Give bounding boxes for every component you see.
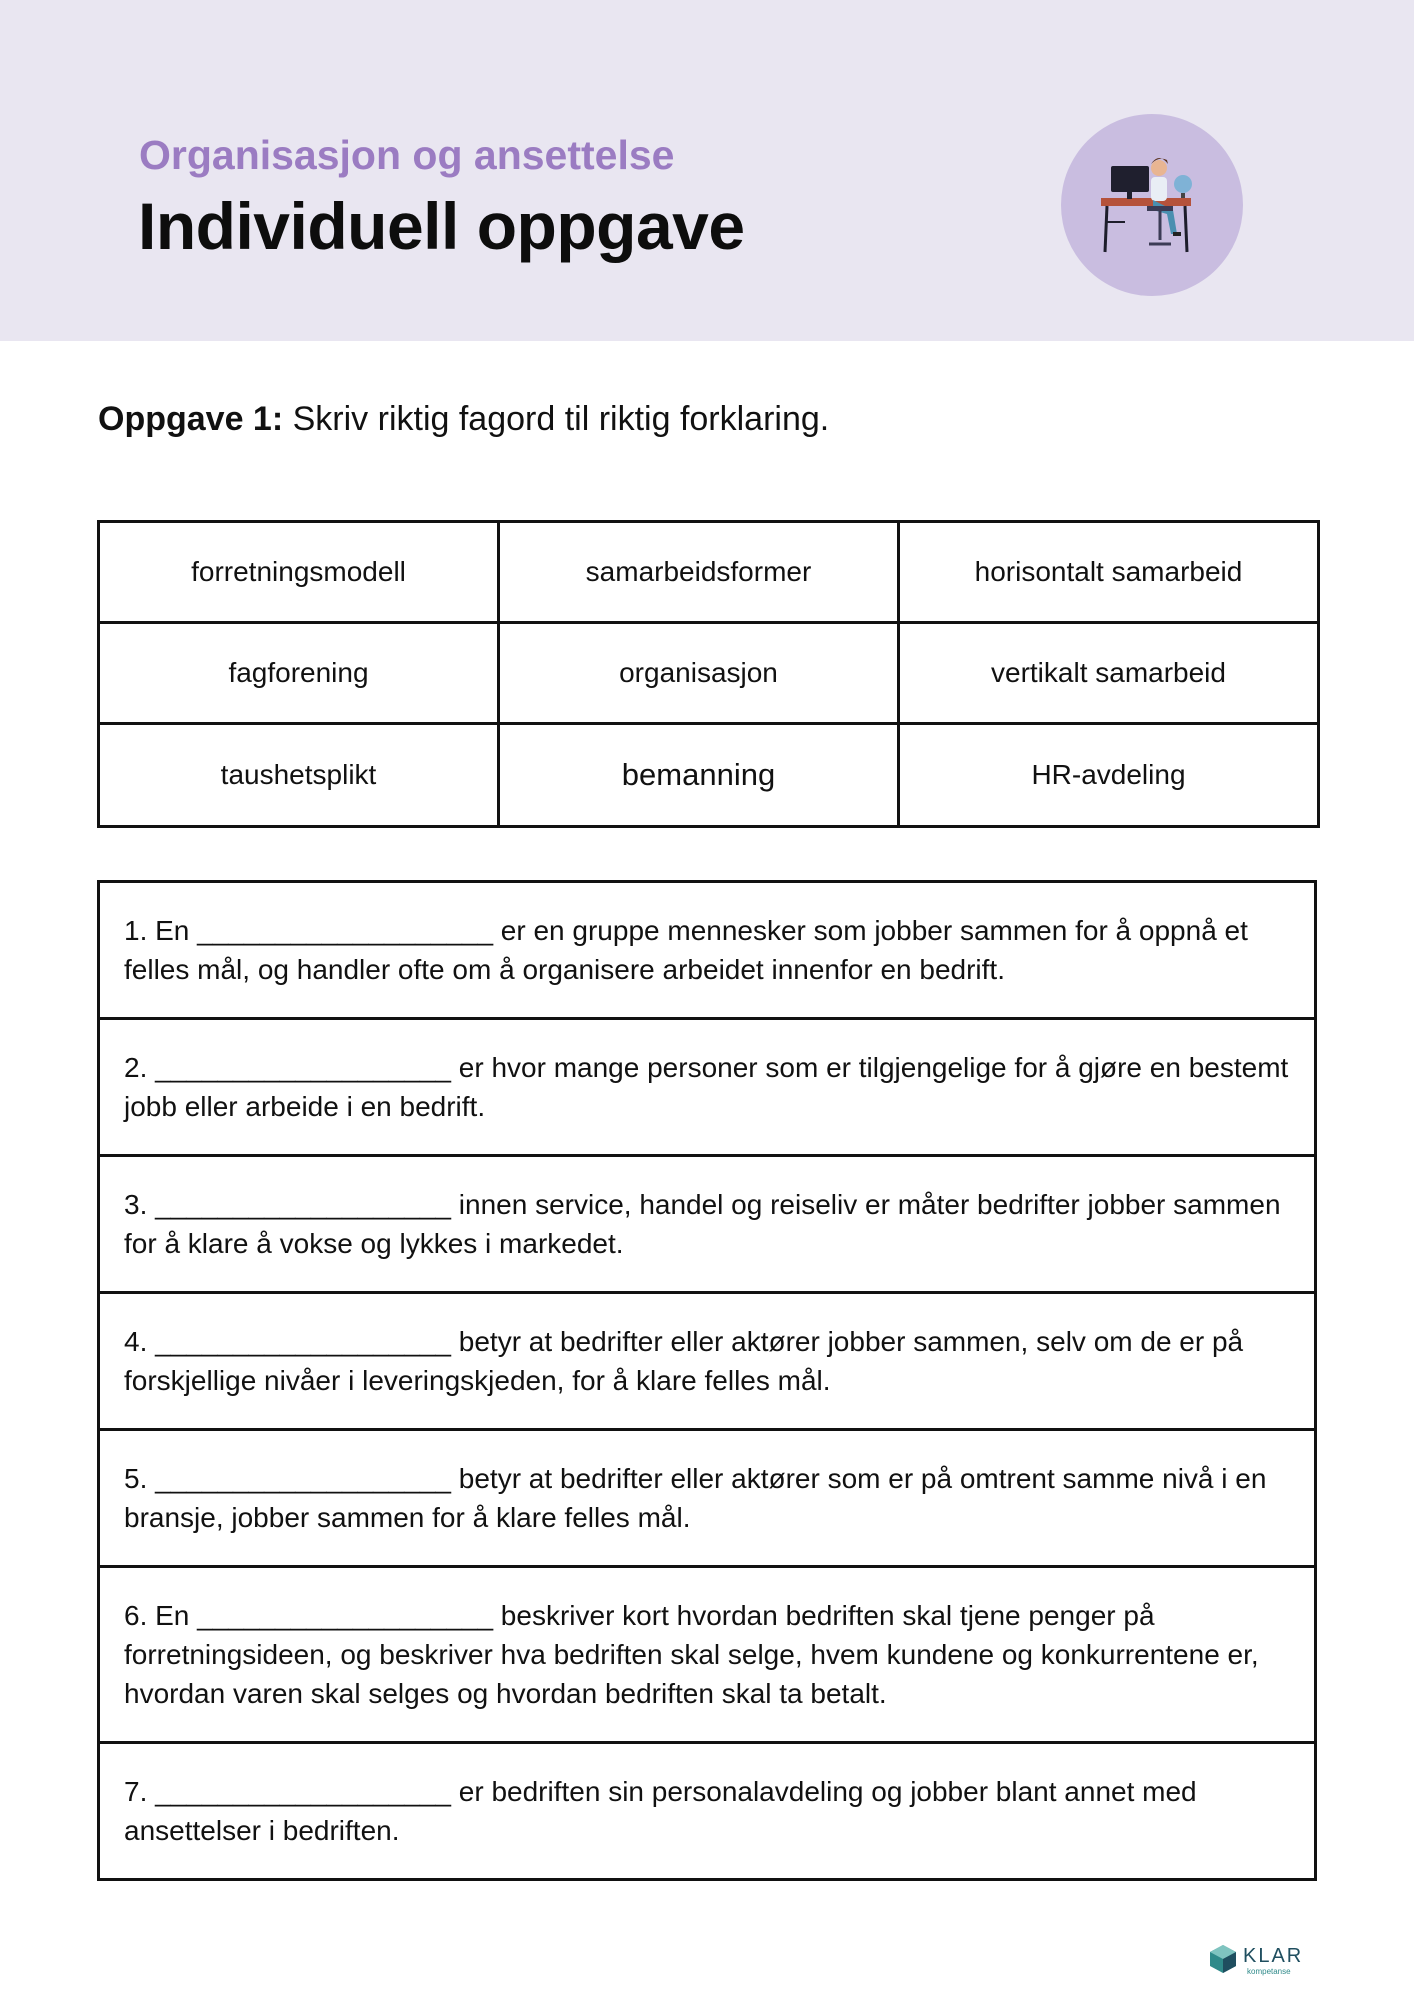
- hexagon-cube-icon: [1209, 1944, 1237, 1974]
- page-title: Individuell oppgave: [138, 189, 745, 263]
- question-3[interactable]: 3. ___________________ innen service, handel og reiseliv er måter bedrifter jobber sammen for å klare å vokse og lykkes i markedet.: [99, 1156, 1316, 1293]
- word-bank-cell: fagforening: [99, 623, 499, 724]
- word-bank-cell: bemanning: [499, 724, 899, 827]
- question-1[interactable]: 1. En ___________________ er en gruppe mennesker som jobber sammen for å oppnå et felles mål, og handler ofte om å organisere arbeidet innenfor en bedrift.: [99, 882, 1316, 1019]
- header-banner: [0, 0, 1414, 341]
- word-bank-row: [99, 623, 1319, 724]
- task-instruction: [98, 400, 829, 439]
- question-7[interactable]: 7. ___________________ er bedriften sin personalavdeling og jobber blant annet med ansettelser i bedriften.: [99, 1743, 1316, 1880]
- questions-table: [97, 880, 1317, 1881]
- logo-subtext: kompetanse: [1247, 1967, 1291, 1976]
- question-row: [99, 1430, 1316, 1567]
- word-bank-table: [97, 520, 1320, 828]
- word-bank-cell: samarbeidsformer: [499, 522, 899, 623]
- question-row: [99, 1156, 1316, 1293]
- word-bank-cell: HR-avdeling: [899, 724, 1319, 827]
- question-2[interactable]: 2. ___________________ er hvor mange personer som er tilgjengelige for å gjøre en bestemt jobb eller arbeide i en bedrift.: [99, 1019, 1316, 1156]
- word-bank-cell: horisontalt samarbeid: [899, 522, 1319, 623]
- word-bank-cell: organisasjon: [499, 623, 899, 724]
- word-bank-cell: forretningsmodell: [99, 522, 499, 623]
- task-text: Skriv riktig fagord til riktig forklaring.: [292, 400, 830, 438]
- page-subtitle: Organisasjon og ansettelse: [139, 132, 675, 178]
- task-label: Oppgave 1:: [98, 400, 284, 438]
- question-row: [99, 882, 1316, 1019]
- logo-word: KLAR: [1243, 1945, 1304, 1967]
- question-row: [99, 1567, 1316, 1743]
- question-6[interactable]: 6. En ___________________ beskriver kort hvordan bedriften skal tjene penger på forretningsideen, og beskriver hva bedriften skal selge, hvem kundene og konkurrentene er, hvordan varen skal selges og hvordan bedriften skal ta betalt.: [99, 1567, 1316, 1743]
- question-5[interactable]: 5. ___________________ betyr at bedrifter eller aktører som er på omtrent samme nivå i en bransje, jobber sammen for å klare felles mål.: [99, 1430, 1316, 1567]
- word-bank-cell: taushetsplikt: [99, 724, 499, 827]
- question-row: [99, 1743, 1316, 1880]
- question-row: [99, 1293, 1316, 1430]
- word-bank-cell: vertikalt samarbeid: [899, 623, 1319, 724]
- question-row: [99, 1019, 1316, 1156]
- word-bank-row: [99, 724, 1319, 827]
- word-bank-row: [99, 522, 1319, 623]
- klar-logo: [1209, 1944, 1309, 1978]
- question-4[interactable]: 4. ___________________ betyr at bedrifter eller aktører jobber sammen, selv om de er på forskjellige nivåer i leveringskjeden, for å klare felles mål.: [99, 1293, 1316, 1430]
- person-at-desk-with-computer-icon: [1061, 114, 1243, 296]
